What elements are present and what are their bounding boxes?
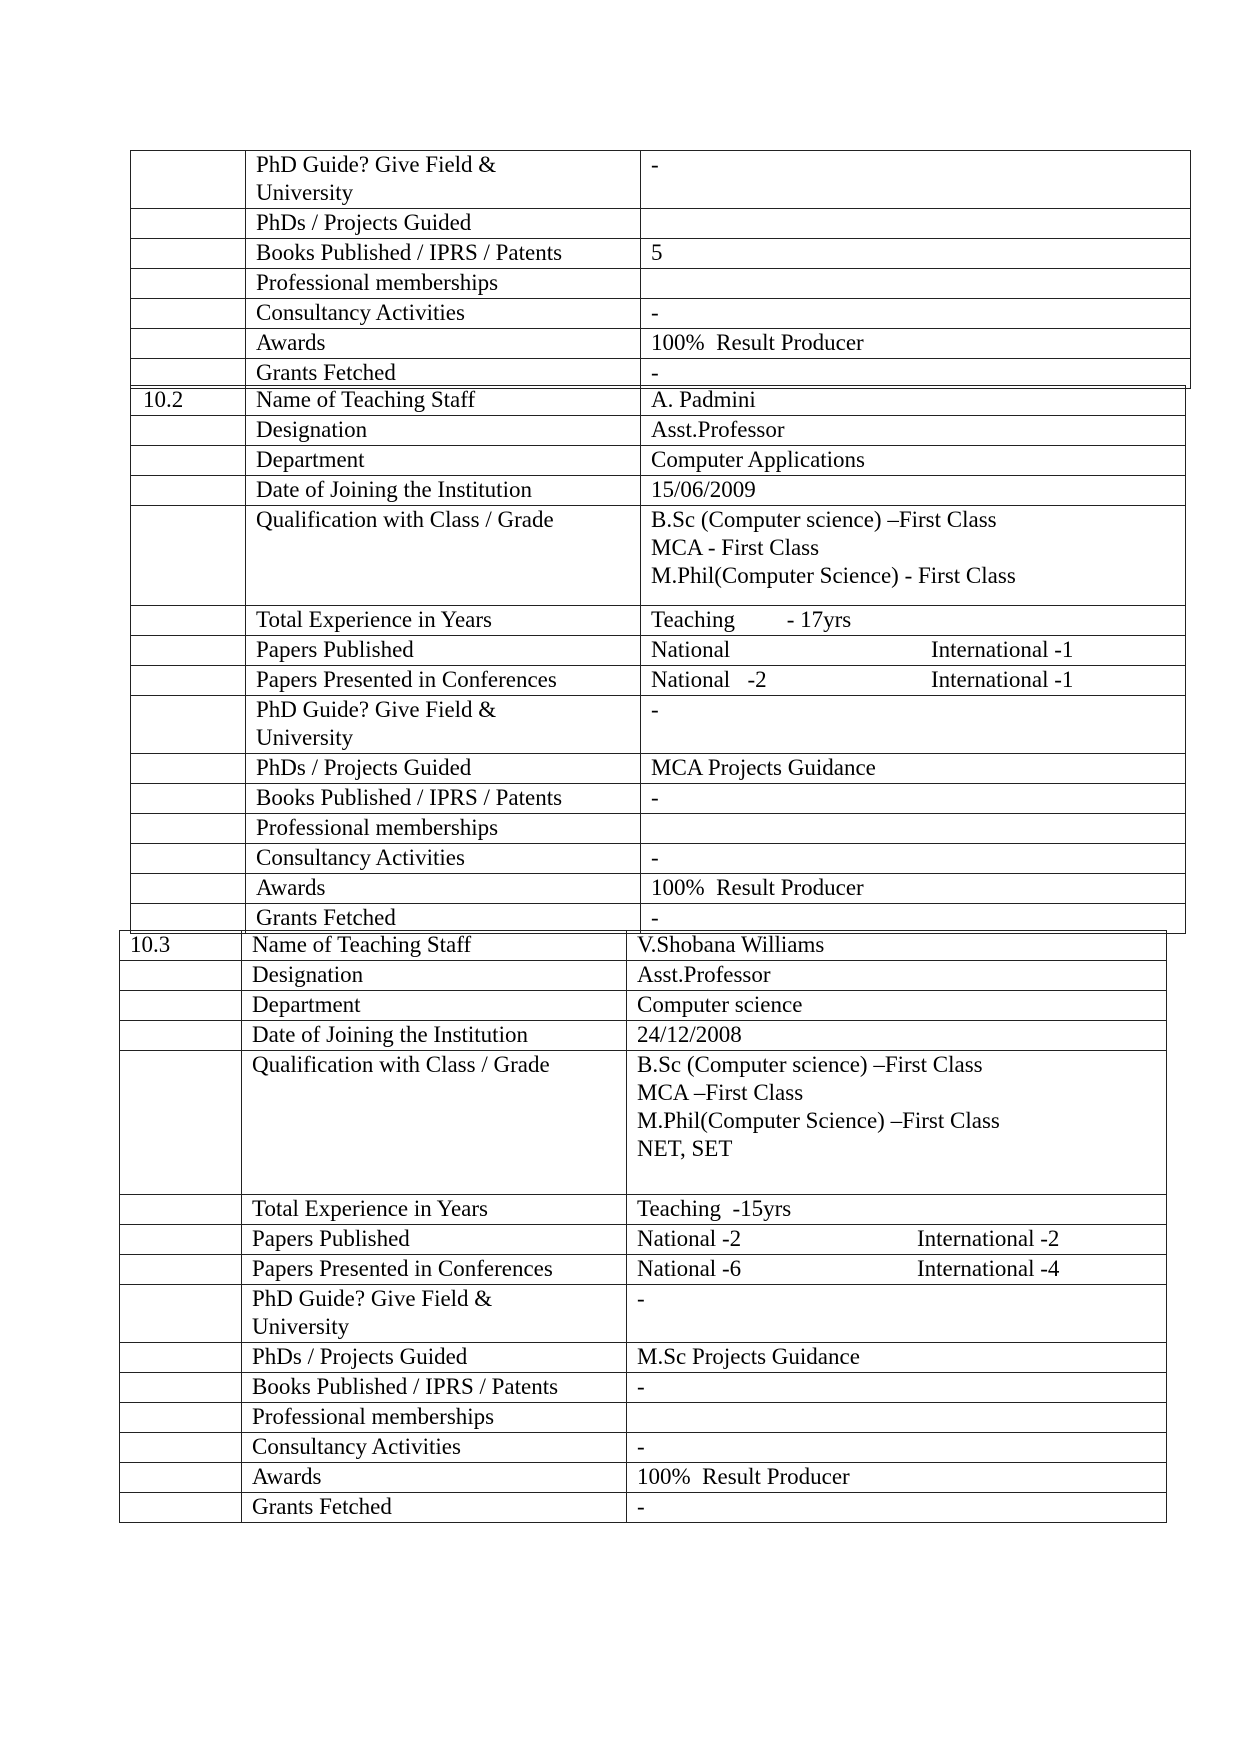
field-value-cell xyxy=(641,636,1186,666)
section-number-cell xyxy=(131,506,246,606)
staff-table xyxy=(130,150,1191,389)
table-row xyxy=(131,874,1186,904)
table-row xyxy=(120,1373,1167,1403)
field-label-cell xyxy=(246,754,641,784)
field-label: Awards xyxy=(256,875,326,900)
field-label: PhD Guide? Give Field & xyxy=(256,697,497,722)
field-label-cell xyxy=(246,446,641,476)
field-value-cell xyxy=(641,386,1186,416)
field-value-cell xyxy=(627,1285,1167,1343)
section-number-cell xyxy=(120,1343,242,1373)
section-number-cell xyxy=(131,416,246,446)
field-label: Grants Fetched xyxy=(256,905,396,930)
field-value: M.Phil(Computer Science) –First Class xyxy=(637,1108,1000,1133)
field-label: Total Experience in Years xyxy=(252,1196,488,1221)
section-number-cell xyxy=(131,844,246,874)
field-value: - xyxy=(637,1494,645,1519)
section-number-cell xyxy=(131,754,246,784)
field-value-cell xyxy=(641,151,1191,209)
section-number-cell xyxy=(120,1225,242,1255)
field-value: - xyxy=(637,1434,645,1459)
field-value-cell xyxy=(641,696,1186,754)
section-number-cell xyxy=(131,299,246,329)
field-label-cell xyxy=(242,991,627,1021)
field-value: MCA - First Class xyxy=(651,535,820,560)
field-value: - xyxy=(651,152,659,177)
section-number-cell xyxy=(131,904,246,934)
table-row xyxy=(131,269,1191,299)
field-label-cell xyxy=(246,269,641,299)
table-row xyxy=(131,636,1186,666)
field-label-cell xyxy=(246,299,641,329)
table-row xyxy=(131,239,1191,269)
field-label-cell xyxy=(242,1225,627,1255)
field-label: Designation xyxy=(256,417,368,442)
section-number-cell xyxy=(131,784,246,814)
field-value-cell xyxy=(641,476,1186,506)
field-value-cell xyxy=(641,506,1186,606)
field-label: Professional memberships xyxy=(256,815,499,840)
field-label: Papers Published xyxy=(256,637,414,662)
field-label: Total Experience in Years xyxy=(256,607,492,632)
field-value: M.Sc Projects Guidance xyxy=(637,1344,860,1369)
table-row xyxy=(120,1195,1167,1225)
field-value: 24/12/2008 xyxy=(637,1022,742,1047)
field-label: PhD Guide? Give Field & xyxy=(252,1286,493,1311)
field-value: - xyxy=(651,697,659,722)
section-number-cell xyxy=(120,931,242,961)
field-label: Name of Teaching Staff xyxy=(256,387,476,412)
field-value: B.Sc (Computer science) –First Class xyxy=(637,1052,983,1077)
section-number-cell xyxy=(120,1051,242,1195)
field-label-cell xyxy=(242,1403,627,1433)
section-number-cell xyxy=(131,666,246,696)
field-value-national: National -2 xyxy=(637,1226,742,1251)
field-label: Name of Teaching Staff xyxy=(252,932,472,957)
table-row xyxy=(120,1051,1167,1195)
section-number-cell xyxy=(131,446,246,476)
table-row xyxy=(120,1493,1167,1523)
field-value: A. Padmini xyxy=(651,387,756,412)
field-label-cell xyxy=(246,359,641,389)
table-row xyxy=(120,1343,1167,1373)
field-value-cell xyxy=(641,784,1186,814)
field-value-national: National -6 xyxy=(637,1256,742,1281)
field-label-cell xyxy=(242,1493,627,1523)
field-value-cell xyxy=(641,606,1186,636)
field-value: MCA –First Class xyxy=(637,1080,804,1105)
field-label: Department xyxy=(252,992,361,1017)
field-label: Papers Presented in Conferences xyxy=(256,667,557,692)
field-label: Books Published / IPRS / Patents xyxy=(252,1374,559,1399)
table-row xyxy=(120,931,1167,961)
field-label: Qualification with Class / Grade xyxy=(256,507,554,532)
section-number-cell xyxy=(131,151,246,209)
field-value: MCA Projects Guidance xyxy=(651,755,876,780)
field-value-cell xyxy=(641,666,1186,696)
table-row xyxy=(131,359,1191,389)
field-value: Computer science xyxy=(637,992,803,1017)
field-value-cell xyxy=(641,874,1186,904)
section-number-cell xyxy=(131,814,246,844)
section-number-cell xyxy=(131,209,246,239)
field-value-cell xyxy=(641,209,1191,239)
field-label-cell xyxy=(246,476,641,506)
field-label-cell xyxy=(246,904,641,934)
field-value-cell xyxy=(641,904,1186,934)
field-label-cell xyxy=(246,386,641,416)
field-value-cell xyxy=(627,1051,1167,1195)
field-label-cell xyxy=(246,784,641,814)
table-row xyxy=(131,446,1186,476)
field-label: Grants Fetched xyxy=(252,1494,392,1519)
field-label: University xyxy=(256,725,354,750)
section-number-cell xyxy=(131,359,246,389)
field-label-cell xyxy=(242,1255,627,1285)
section-number-cell xyxy=(120,1021,242,1051)
section-number-cell xyxy=(120,1373,242,1403)
field-value-cell xyxy=(627,931,1167,961)
field-value-international: International -2 xyxy=(917,1226,1060,1251)
field-label-cell xyxy=(242,1433,627,1463)
staff-table xyxy=(130,385,1186,934)
field-value: 5 xyxy=(651,240,663,265)
field-label-cell xyxy=(246,506,641,606)
field-value-international: International -4 xyxy=(917,1256,1060,1281)
field-label: PhDs / Projects Guided xyxy=(252,1344,468,1369)
section-number-cell xyxy=(131,239,246,269)
section-number-cell xyxy=(131,606,246,636)
field-value: Asst.Professor xyxy=(637,962,771,987)
section-number-cell xyxy=(131,636,246,666)
section-number-cell xyxy=(131,386,246,416)
field-label-cell xyxy=(242,1343,627,1373)
table-row xyxy=(120,1255,1167,1285)
field-label: Grants Fetched xyxy=(256,360,396,385)
field-value-cell xyxy=(627,1255,1167,1285)
field-label: Designation xyxy=(252,962,364,987)
field-label: Awards xyxy=(256,330,326,355)
field-value-cell xyxy=(627,1433,1167,1463)
section-number-cell xyxy=(131,329,246,359)
field-value-cell xyxy=(627,1403,1167,1433)
field-label: Books Published / IPRS / Patents xyxy=(256,240,563,265)
field-label: Consultancy Activities xyxy=(256,300,465,325)
field-label-cell xyxy=(246,666,641,696)
table-row xyxy=(131,151,1191,209)
field-value: V.Shobana Williams xyxy=(637,932,825,957)
table-row xyxy=(120,961,1167,991)
field-label-cell xyxy=(246,874,641,904)
field-value-cell xyxy=(627,1021,1167,1051)
field-value-cell xyxy=(627,991,1167,1021)
field-value-cell xyxy=(627,1343,1167,1373)
field-label-cell xyxy=(246,329,641,359)
field-label-cell xyxy=(242,1051,627,1195)
table-row xyxy=(120,1285,1167,1343)
field-value: M.Phil(Computer Science) - First Class xyxy=(651,563,1016,588)
field-label-cell xyxy=(242,931,627,961)
table-row xyxy=(131,209,1191,239)
field-label-cell xyxy=(246,209,641,239)
field-label: Books Published / IPRS / Patents xyxy=(256,785,563,810)
field-label-cell xyxy=(246,239,641,269)
table-row xyxy=(120,1433,1167,1463)
section-number-cell xyxy=(120,1285,242,1343)
section-number: 10.3 xyxy=(130,932,171,957)
field-value: B.Sc (Computer science) –First Class xyxy=(651,507,997,532)
table-row xyxy=(120,1463,1167,1493)
section-number-cell xyxy=(131,696,246,754)
field-value: 100% Result Producer xyxy=(637,1464,850,1489)
field-value-cell xyxy=(627,1463,1167,1493)
field-value-cell xyxy=(627,1373,1167,1403)
field-value-international: International -1 xyxy=(931,637,1074,662)
table-row xyxy=(131,299,1191,329)
section-number-cell xyxy=(120,1463,242,1493)
field-value: NET, SET xyxy=(637,1136,733,1161)
field-value-cell xyxy=(627,1195,1167,1225)
field-label: PhD Guide? Give Field & xyxy=(256,152,497,177)
section-number-cell xyxy=(131,476,246,506)
section-number-cell xyxy=(120,1195,242,1225)
field-value: - xyxy=(651,785,659,810)
section-number-cell xyxy=(120,1255,242,1285)
table-row xyxy=(131,476,1186,506)
field-value-cell xyxy=(627,1493,1167,1523)
field-value: - xyxy=(637,1374,645,1399)
field-value-cell xyxy=(641,239,1191,269)
field-value-cell xyxy=(641,269,1191,299)
field-label-cell xyxy=(242,1463,627,1493)
field-label: Date of Joining the Institution xyxy=(256,477,532,502)
field-value-cell xyxy=(641,299,1191,329)
field-value: Asst.Professor xyxy=(651,417,785,442)
field-label-cell xyxy=(242,961,627,991)
field-value-national: National xyxy=(651,637,731,662)
field-value-cell xyxy=(627,961,1167,991)
table-row xyxy=(131,329,1191,359)
field-label: Qualification with Class / Grade xyxy=(252,1052,550,1077)
table-row xyxy=(131,386,1186,416)
field-label: Consultancy Activities xyxy=(252,1434,461,1459)
table-row xyxy=(120,991,1167,1021)
field-label-cell xyxy=(246,151,641,209)
field-label: University xyxy=(252,1314,350,1339)
field-label-cell xyxy=(242,1021,627,1051)
field-label: PhDs / Projects Guided xyxy=(256,210,472,235)
field-label: Department xyxy=(256,447,365,472)
field-label-cell xyxy=(242,1373,627,1403)
field-value: 15/06/2009 xyxy=(651,477,756,502)
table-row xyxy=(131,696,1186,754)
field-label-cell xyxy=(246,606,641,636)
table-row xyxy=(120,1225,1167,1255)
table-row xyxy=(131,904,1186,934)
staff-table xyxy=(119,930,1167,1523)
field-label: Papers Presented in Conferences xyxy=(252,1256,553,1281)
field-label: Professional memberships xyxy=(252,1404,495,1429)
field-value-cell xyxy=(641,416,1186,446)
field-label: Consultancy Activities xyxy=(256,845,465,870)
section-number-cell xyxy=(120,1493,242,1523)
field-label-cell xyxy=(246,416,641,446)
field-value-cell xyxy=(641,754,1186,784)
table-row xyxy=(131,416,1186,446)
field-value: Teaching -15yrs xyxy=(637,1196,792,1221)
field-value: Computer Applications xyxy=(651,447,866,472)
field-value: - xyxy=(651,845,659,870)
section-number-cell xyxy=(120,1403,242,1433)
field-value-cell xyxy=(641,359,1191,389)
table-row xyxy=(131,844,1186,874)
field-label: University xyxy=(256,180,354,205)
field-value: Teaching - 17yrs xyxy=(651,607,852,632)
field-label: Papers Published xyxy=(252,1226,410,1251)
section-number-cell xyxy=(120,991,242,1021)
table-row xyxy=(120,1021,1167,1051)
field-label-cell xyxy=(242,1195,627,1225)
field-value: - xyxy=(651,360,659,385)
section-number: 10.2 xyxy=(143,387,184,412)
field-value: - xyxy=(651,905,659,930)
field-value: 100% Result Producer xyxy=(651,330,864,355)
field-label-cell xyxy=(242,1285,627,1343)
field-label: Professional memberships xyxy=(256,270,499,295)
table-row xyxy=(131,814,1186,844)
field-value-international: International -1 xyxy=(931,667,1074,692)
field-label-cell xyxy=(246,696,641,754)
field-label-cell xyxy=(246,636,641,666)
section-number-cell xyxy=(131,874,246,904)
field-value: - xyxy=(651,300,659,325)
field-label: Date of Joining the Institution xyxy=(252,1022,528,1047)
field-value: - xyxy=(637,1286,645,1311)
section-number-cell xyxy=(131,269,246,299)
section-number-cell xyxy=(120,961,242,991)
table-row xyxy=(131,666,1186,696)
field-value-cell xyxy=(641,329,1191,359)
field-value-national: National -2 xyxy=(651,667,767,692)
table-row xyxy=(131,606,1186,636)
field-value-cell xyxy=(641,814,1186,844)
field-label-cell xyxy=(246,844,641,874)
field-label: Awards xyxy=(252,1464,322,1489)
field-value-cell xyxy=(641,844,1186,874)
field-value: 100% Result Producer xyxy=(651,875,864,900)
table-row xyxy=(120,1403,1167,1433)
field-label: PhDs / Projects Guided xyxy=(256,755,472,780)
field-label-cell xyxy=(246,814,641,844)
table-row xyxy=(131,784,1186,814)
table-row xyxy=(131,506,1186,606)
field-value-cell xyxy=(627,1225,1167,1255)
section-number-cell xyxy=(120,1433,242,1463)
field-value-cell xyxy=(641,446,1186,476)
table-row xyxy=(131,754,1186,784)
